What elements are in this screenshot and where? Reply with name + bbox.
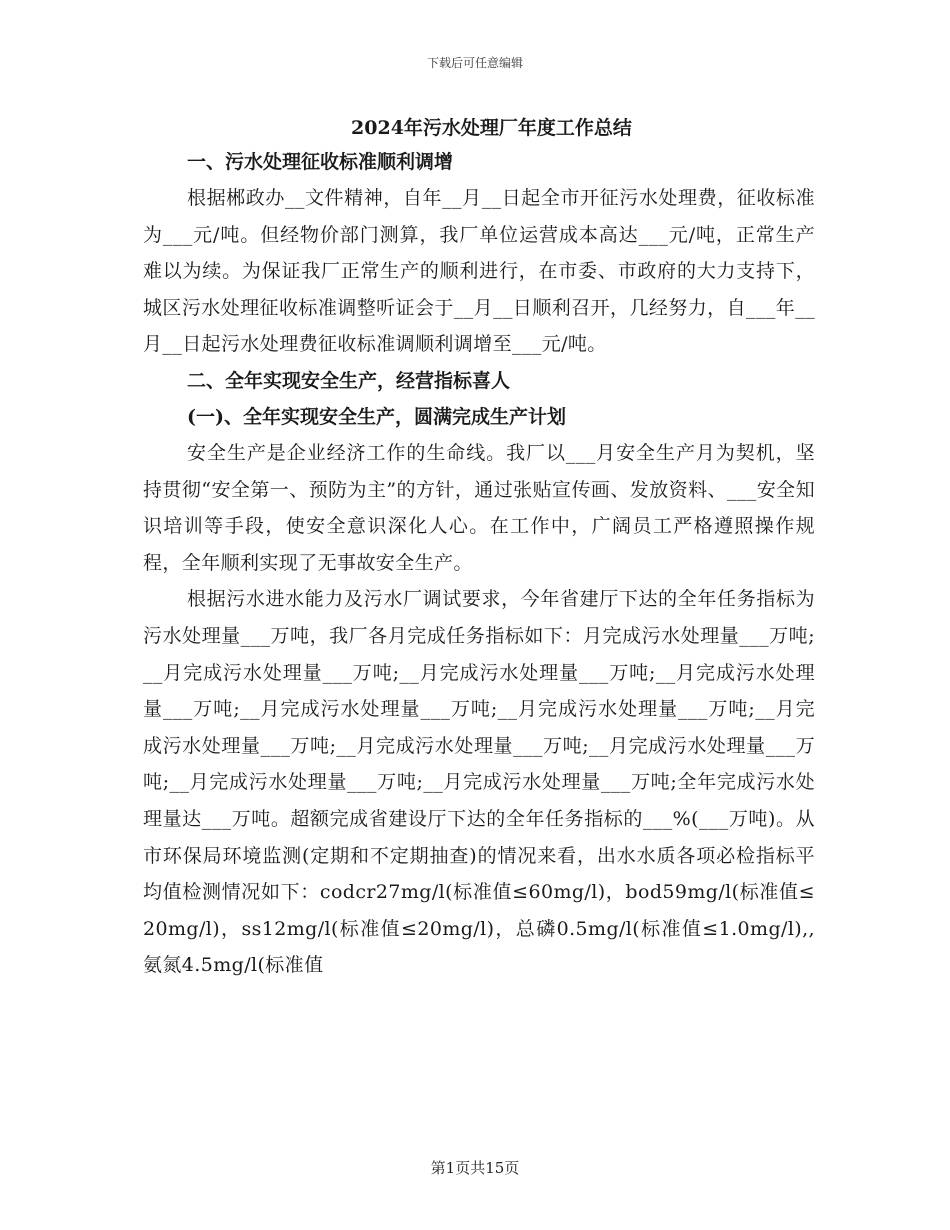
document-body (143, 112, 815, 984)
header-note: 下载后可任意编辑 (426, 56, 523, 70)
paragraph: 安全生产是企业经济工作的生命线。我厂以___月安全生产月为契机，坚持贯彻“安全第一、预防为主”的方针，通过张贴宣传画、发放资料、___安全知识培训等手段，使安全意识深化人心。在工作中，广阔员工严格遵照操作规程，全年顺利实现了无事故安全生产。 (143, 441, 815, 574)
document-title: 2024年污水处理厂年度工作总结 (351, 117, 632, 139)
section-heading: (一)、全年实现安全生产，圆满完成生产计划 (187, 405, 566, 428)
document-sections (143, 144, 815, 984)
paragraph: 根据郴政办__文件精神，自年__月__日起全市开征污水处理费，征收标准为___元/吨。但经物价部门测算，我厂单位运营成本高达___元/吨，正常生产难以为续。为保证我厂正常生产的顺利进行，在市委、市政府的大力支持下，城区污水处理征收标准调整听证会于__月__日顺利召开，几经努力，自___年__月__日起污水处理费征收标准调顺利调增至___元/吨。 (143, 187, 815, 356)
section-heading: 二、全年实现安全生产，经营指标喜人 (187, 369, 511, 392)
page-footer: 第1页共15页 (430, 1159, 520, 1177)
section-heading: 一、污水处理征收标准顺利调增 (187, 151, 454, 173)
paragraph: 根据污水进水能力及污水厂调试要求，今年省建厅下达的全年任务指标为污水处理量___万吨，我厂各月完成任务指标如下：月完成污水处理量___万吨;__月完成污水处理量___万吨;__月完成污水处理量___万吨;__月完成污水处理量___万吨;__月完成污水处理量___万吨;__月完成污水处理量___万吨;__月完成污水处理量___万吨;__月完成污水处理量___万吨;__月完成污水处理量___万吨;__月完成污水处理量___万吨;__月完成污水处理量___万吨;全年完成污水处理量达___万吨。超额完成省建设厅下达的全年任务指标的___%(___万吨)。从市环保局环境监测(定期和不定期抽查)的情况来看，出水水质各项必检指标平均值检测情况如下：codcr27mg/l(标准值≤60mg/l)，bod59mg/l(标准值≤20mg/l)，ss12mg/l(标准值≤20mg/l)，总磷0.5mg/l(标准值≤1.0mg/l),,氨氮4.5mg/l(标准值 (143, 588, 815, 977)
